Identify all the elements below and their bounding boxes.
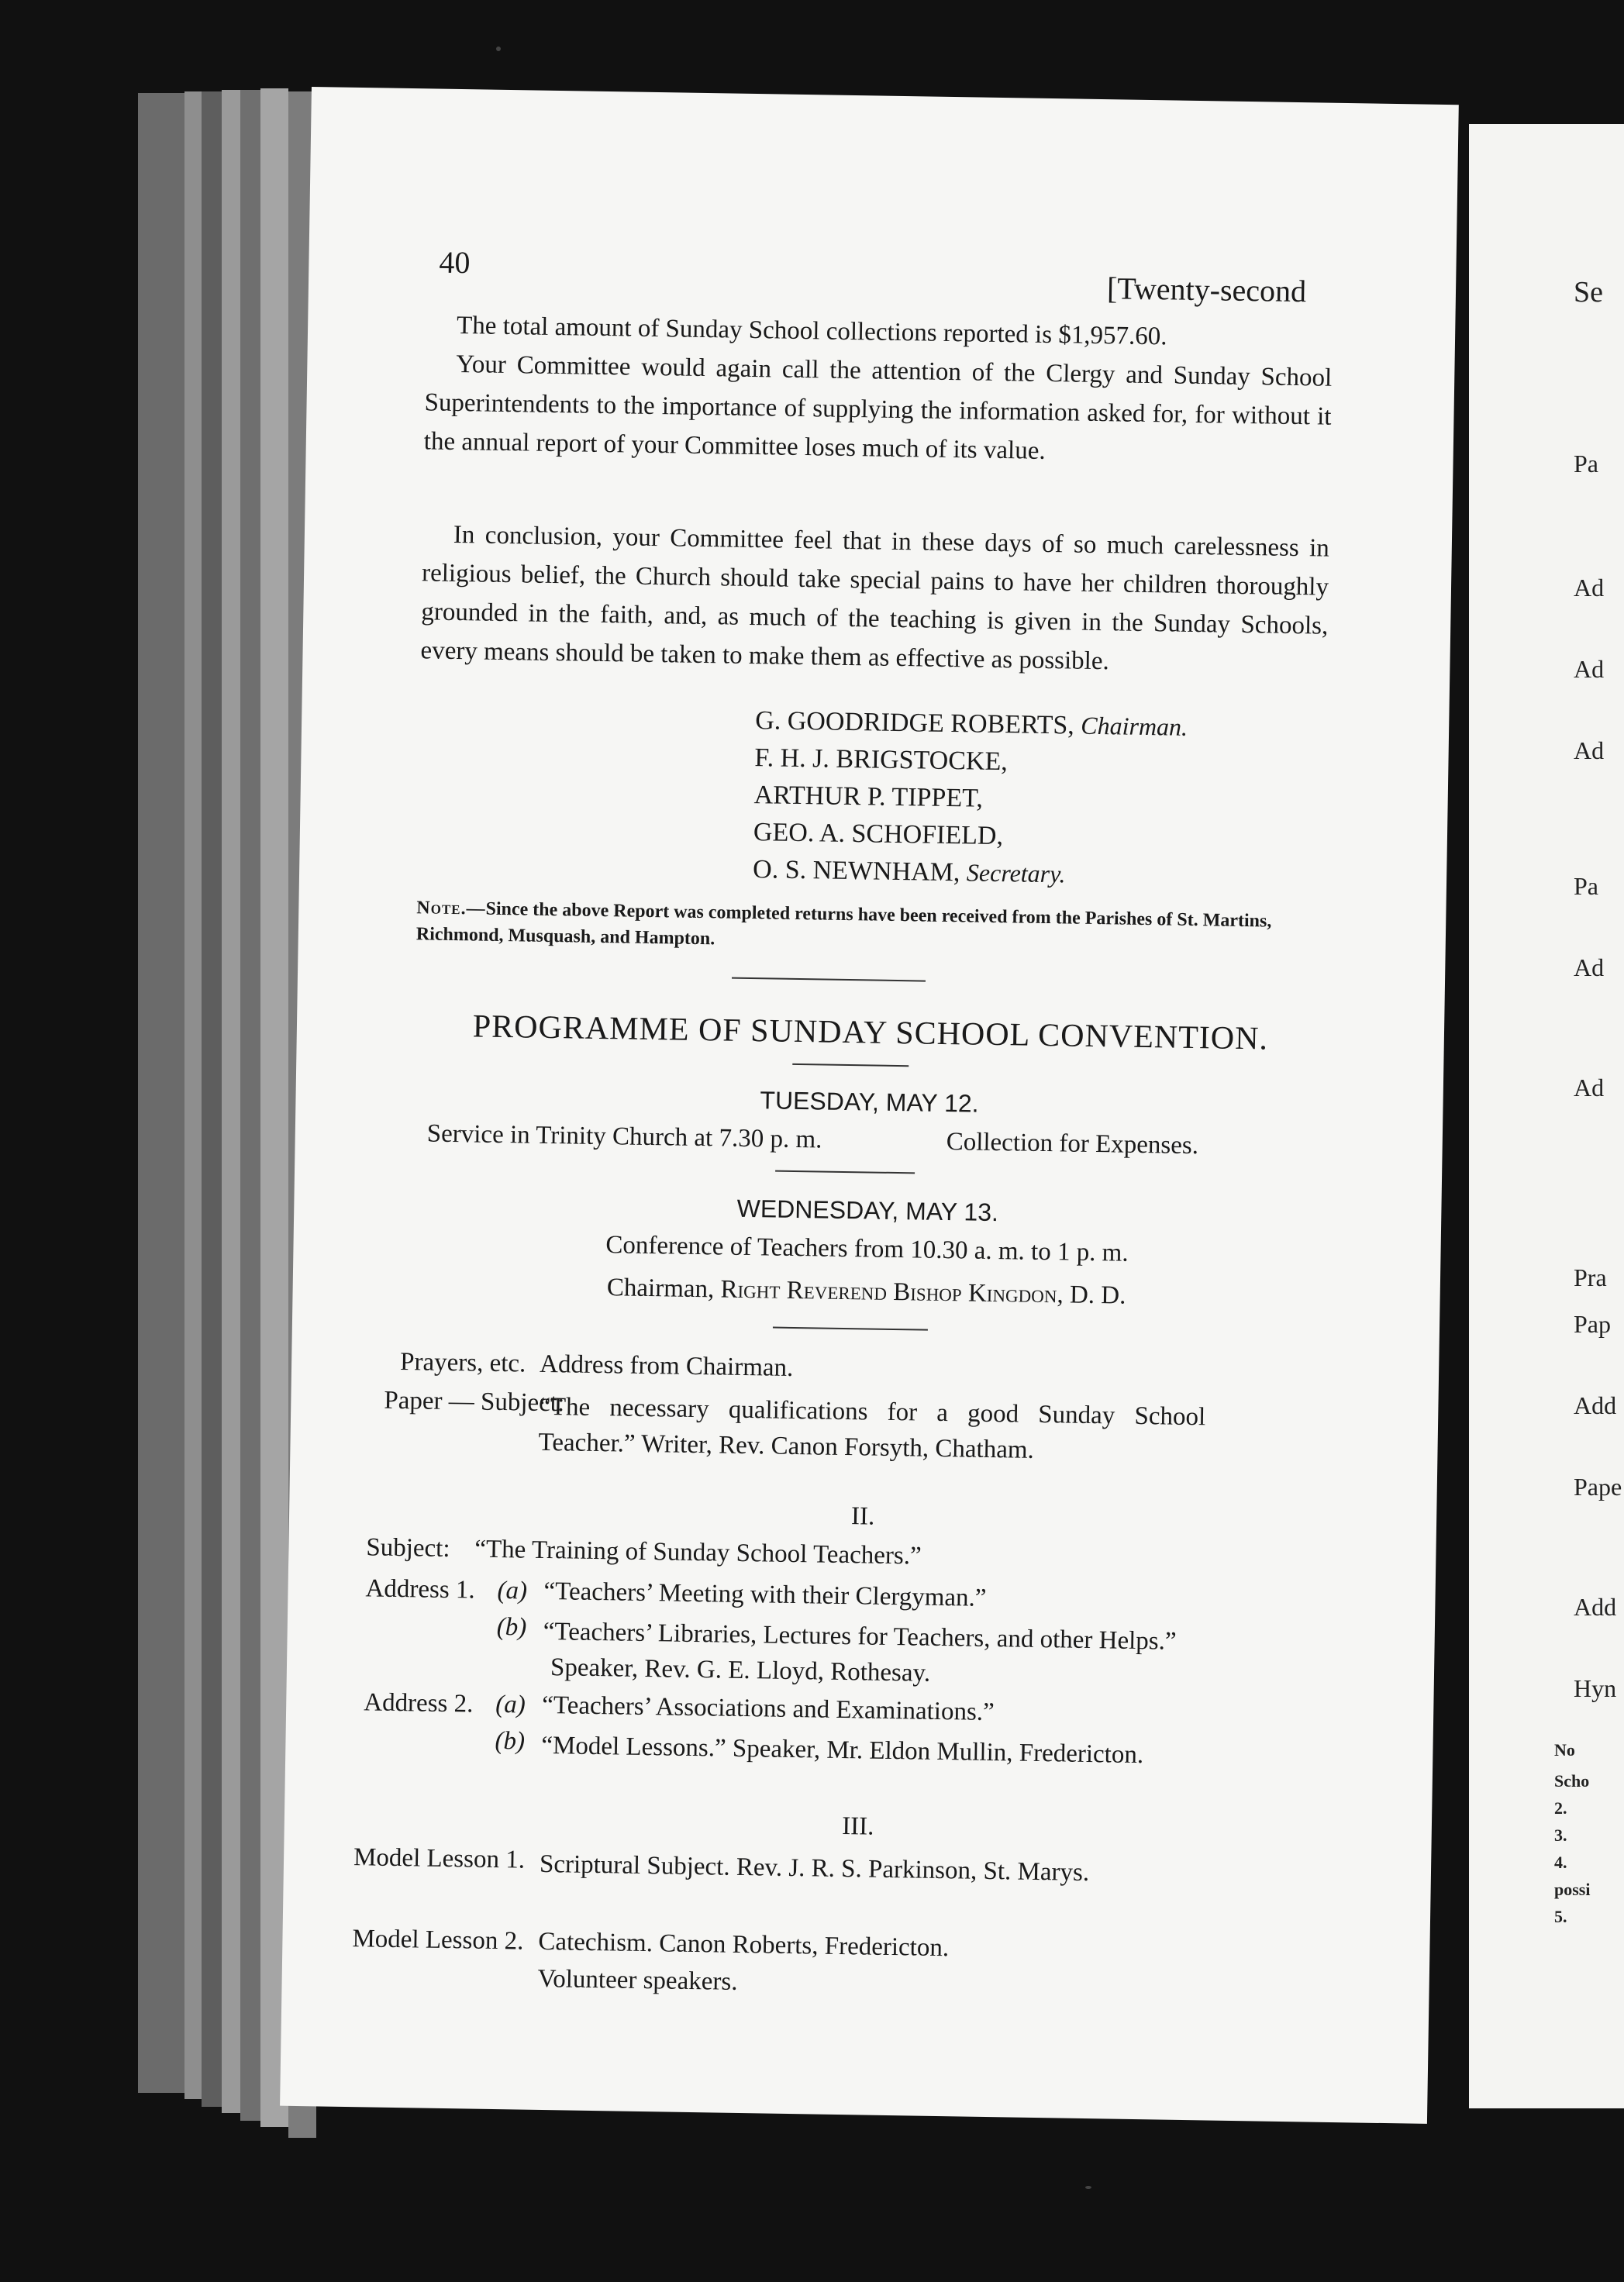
facing-page-fragment: Pap bbox=[1574, 1310, 1611, 1338]
facing-page-fragment: Se bbox=[1574, 276, 1603, 309]
lesson-text: Scriptural Subject. Rev. J. R. S. Parkinson, St. Marys. bbox=[539, 1849, 1090, 1887]
sub-mark: (a) bbox=[495, 1690, 526, 1719]
divider bbox=[792, 1063, 909, 1067]
report-note: Note.—Since the above Report was completed returns have been received from the Parishes of St. Martins, Richmond, Musquash, and Hampton. bbox=[415, 898, 1272, 950]
divider bbox=[775, 1170, 915, 1174]
divider bbox=[773, 1327, 928, 1331]
address-text: “Model Lessons.” Speaker, Mr. Eldon Mullin, Fredericton. bbox=[541, 1731, 1144, 1770]
lesson-label: Model Lesson 1. bbox=[353, 1843, 526, 1874]
signatory: F. H. J. BRIGSTOCKE, bbox=[754, 743, 1009, 777]
facing-page-fragment: No bbox=[1554, 1740, 1575, 1760]
service-line: Service in Trinity Church at 7.30 p. m. bbox=[426, 1119, 822, 1154]
facing-page-fragment: Hyn bbox=[1574, 1674, 1617, 1702]
report-paragraph-2 bbox=[420, 515, 1329, 684]
scan-speck bbox=[1085, 2186, 1091, 2189]
page-number: 40 bbox=[439, 244, 471, 281]
conference-line: Conference of Teachers from 10.30 a. m. to 1 p. m. bbox=[605, 1231, 1129, 1267]
facing-page-fragment: Pape bbox=[1574, 1473, 1622, 1501]
divider bbox=[732, 977, 926, 982]
sub-mark: (b) bbox=[496, 1612, 527, 1642]
day-heading-wednesday: WEDNESDAY, MAY 13. bbox=[736, 1194, 999, 1227]
facing-page-fragment: Add bbox=[1574, 1391, 1617, 1419]
book-edge bbox=[184, 91, 202, 2099]
facing-page-fragment: Pa bbox=[1574, 872, 1598, 900]
facing-page-fragment: 3. bbox=[1554, 1825, 1567, 1845]
section-numeral: II. bbox=[850, 1502, 875, 1531]
paragraph-text: The total amount of Sunday School collections reported is $1,957.60. bbox=[456, 311, 1167, 351]
facing-page-fragment: Add bbox=[1574, 1593, 1617, 1621]
facing-page-fragment: 5. bbox=[1554, 1907, 1567, 1926]
item-text: “The necessary qualifications for a good Sunday School Teacher.” Writer, Rev. Canon Forsyth, Chatham. bbox=[538, 1392, 1206, 1464]
address-label: Address 1. bbox=[365, 1574, 475, 1605]
subject-label: Subject: bbox=[366, 1533, 450, 1563]
facing-page-fragment: Ad bbox=[1574, 953, 1605, 981]
scan-speck bbox=[496, 47, 501, 51]
sub-mark: (b) bbox=[495, 1726, 526, 1756]
paragraph-text: In conclusion, your Committee feel that in these days of so much carelessness in religious belief, the Church should take special pains to have her children thoroughly grounded in the faith, and, as much of the teaching is given in the Sunday Schools, every means should be taken to make them as effective as possible. bbox=[420, 520, 1330, 676]
facing-page-fragment: Ad bbox=[1574, 1074, 1605, 1101]
item-label: Paper — Subject: bbox=[384, 1386, 565, 1418]
book-edge bbox=[222, 90, 240, 2113]
address-text: “Teachers’ Libraries, Lectures for Teachers, and other Helps.” Speaker, Rev. G. E. Lloyd, Rothesay. bbox=[543, 1617, 1177, 1687]
facing-page bbox=[1469, 124, 1624, 2108]
address-text: “Teachers’ Meeting with their Clergyman.” bbox=[543, 1577, 987, 1612]
signatory: O. S. NEWNHAM, Secretary. bbox=[752, 855, 1066, 888]
book-edge bbox=[202, 91, 222, 2107]
lesson-text: Catechism. Canon Roberts, Fredericton. bbox=[538, 1927, 950, 1963]
facing-page-fragment: Scho bbox=[1554, 1771, 1590, 1791]
facing-page-fragment: Ad bbox=[1574, 574, 1605, 602]
paragraph-text: Your Committee would again call the attention of the Clergy and Sunday School Superintendents to the importance of supplying the information asked for, for without it the annual report of your Committee loses much of its value. bbox=[423, 350, 1333, 465]
subject-text: “The Training of Sunday School Teachers.” bbox=[474, 1535, 922, 1570]
lesson-label: Model Lesson 2. bbox=[352, 1925, 524, 1956]
address-text: “Teachers’ Associations and Examinations.” bbox=[541, 1691, 995, 1727]
sub-mark: (a) bbox=[497, 1577, 528, 1605]
book-page bbox=[280, 87, 1459, 2124]
signatory: G. GOODRIDGE ROBERTS, Chairman. bbox=[754, 706, 1188, 741]
address-label: Address 2. bbox=[363, 1688, 474, 1718]
signatory: GEO. A. SCHOFIELD, bbox=[753, 818, 1004, 851]
signatory: ARTHUR P. TIPPET, bbox=[753, 781, 984, 813]
facing-page-fragment: Pa bbox=[1574, 450, 1598, 477]
running-head: [Twenty-second bbox=[1106, 271, 1307, 309]
lesson-text: Volunteer speakers. bbox=[537, 1964, 738, 1996]
facing-page-fragment: Ad bbox=[1574, 736, 1605, 764]
facing-page-fragment: possi bbox=[1554, 1880, 1591, 1899]
facing-page-fragment: Ad bbox=[1574, 655, 1605, 683]
facing-page-fragment: 2. bbox=[1554, 1798, 1567, 1818]
section-numeral: III. bbox=[841, 1812, 874, 1841]
day-heading-tuesday: TUESDAY, MAY 12. bbox=[760, 1086, 979, 1118]
book-edge bbox=[240, 90, 260, 2121]
programme-title: PROGRAMME OF SUNDAY SCHOOL CONVENTION. bbox=[472, 1008, 1269, 1057]
chairman-line: Chairman, Right Reverend Bishop Kingdon, D. D. bbox=[606, 1274, 1126, 1310]
item-label: Prayers, etc. bbox=[399, 1347, 526, 1378]
facing-page-fragment: 4. bbox=[1554, 1853, 1567, 1872]
collection-line: Collection for Expenses. bbox=[946, 1128, 1199, 1160]
book-edge bbox=[138, 93, 184, 2093]
report-paragraph-1 bbox=[423, 305, 1333, 474]
facing-page-fragment: Pra bbox=[1574, 1263, 1607, 1291]
item-text: Address from Chairman. bbox=[539, 1350, 794, 1382]
